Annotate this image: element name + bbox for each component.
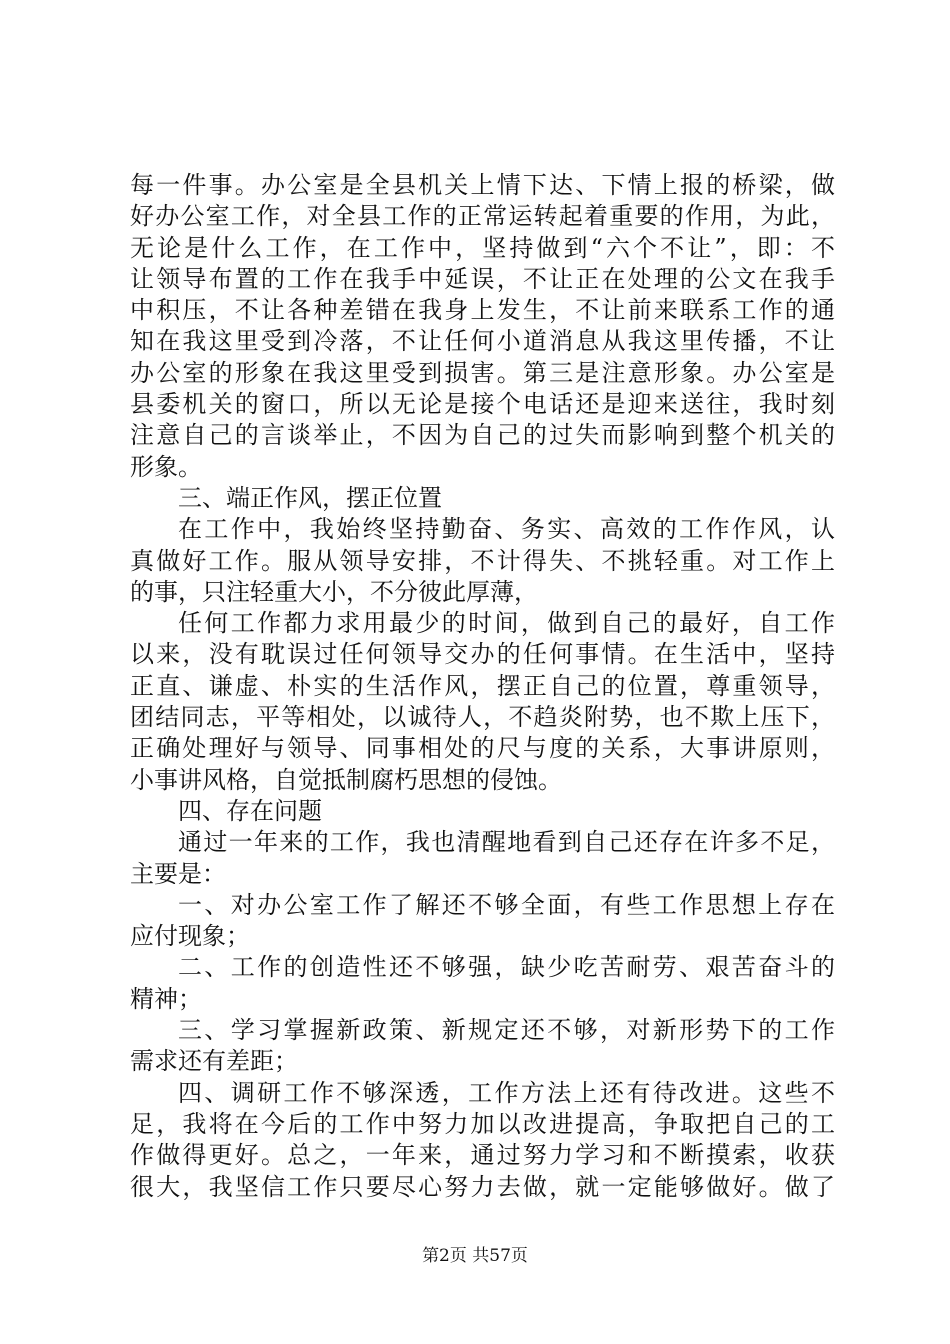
- text-line: 形象。: [130, 452, 202, 481]
- text-line: 正直、谦虚、朴实的生活作风，摆正自己的位置，尊重领导，: [130, 671, 835, 700]
- text-line: 作做得更好。总之，一年来，通过努力学习和不断摸索，收获: [130, 1141, 835, 1170]
- text-line: 每一件事。办公室是全县机关上情下达、下情上报的桥梁，做: [130, 171, 835, 199]
- page-footer: [0, 1244, 950, 1268]
- text-line: 三、端正作风，摆正位置: [178, 483, 442, 512]
- text-line: 正确处理好与领导、同事相处的尺与度的关系，大事讲原则，: [130, 734, 835, 763]
- text-line: 在工作中，我始终坚持勤奋、务实、高效的工作作风，认: [178, 515, 835, 544]
- text-line: 精神；: [130, 984, 202, 1013]
- text-line: 主要是：: [130, 859, 226, 888]
- text-line: 需求还有差距；: [130, 1047, 298, 1076]
- text-line: 办公室的形象在我这里受到损害。第三是注意形象。办公室是: [130, 358, 835, 387]
- text-line: 一、对办公室工作了解还不够全面，有些工作思想上存在: [178, 890, 835, 919]
- text-line: 知在我这里受到冷落，不让任何小道消息从我这里传播，不让: [130, 327, 835, 356]
- text-line: 很大，我坚信工作只要尽心努力去做，就一定能够做好。做了: [130, 1172, 835, 1201]
- text-line: 四、调研工作不够深透，工作方法上还有待改进。这些不: [178, 1078, 835, 1107]
- text-line: 二、工作的创造性还不够强，缺少吃苦耐劳、艰苦奋斗的: [178, 953, 835, 982]
- text-line: 以来，没有耽误过任何领导交办的任何事情。在生活中，坚持: [130, 640, 835, 669]
- text-line: 注意自己的言谈举止，不因为自己的过失而影响到整个机关的: [130, 421, 835, 450]
- text-line: 真做好工作。服从领导安排，不计得失、不挑轻重。对工作上: [130, 546, 835, 575]
- text-line: 团结同志，平等相处，以诚待人，不趋炎附势，也不欺上压下，: [130, 703, 835, 732]
- text-line: 让领导布置的工作在我手中延误，不让正在处理的公文在我手: [130, 264, 835, 293]
- text-line: 通过一年来的工作，我也清醒地看到自己还存在许多不足，: [178, 828, 835, 857]
- document-body: [130, 170, 835, 1203]
- text-line: 无论是什么工作，在工作中，坚持做到“六个不让”，即：不: [130, 233, 835, 262]
- page-number-label: 第2页 共57页: [422, 1246, 528, 1266]
- text-line: 足，我将在今后的工作中努力加以改进提高，争取把自己的工: [130, 1109, 835, 1138]
- text-line: 的事，只注轻重大小，不分彼此厚薄，: [130, 577, 538, 606]
- text-line: 县委机关的窗口，所以无论是接个电话还是迎来送往，我时刻: [130, 390, 835, 419]
- text-line: 小事讲风格，自觉抵制腐朽思想的侵蚀。: [130, 765, 562, 794]
- text-line: 中积压，不让各种差错在我身上发生，不让前来联系工作的通: [130, 296, 835, 325]
- text-line: 应付现象；: [130, 922, 250, 951]
- text-line: 任何工作都力求用最少的时间，做到自己的最好，自工作: [178, 609, 835, 638]
- text-line: 好办公室工作，对全县工作的正常运转起着重要的作用，为此，: [130, 202, 835, 231]
- text-line: 三、学习掌握新政策、新规定还不够，对新形势下的工作: [178, 1016, 835, 1045]
- text-line: 四、存在问题: [178, 796, 322, 825]
